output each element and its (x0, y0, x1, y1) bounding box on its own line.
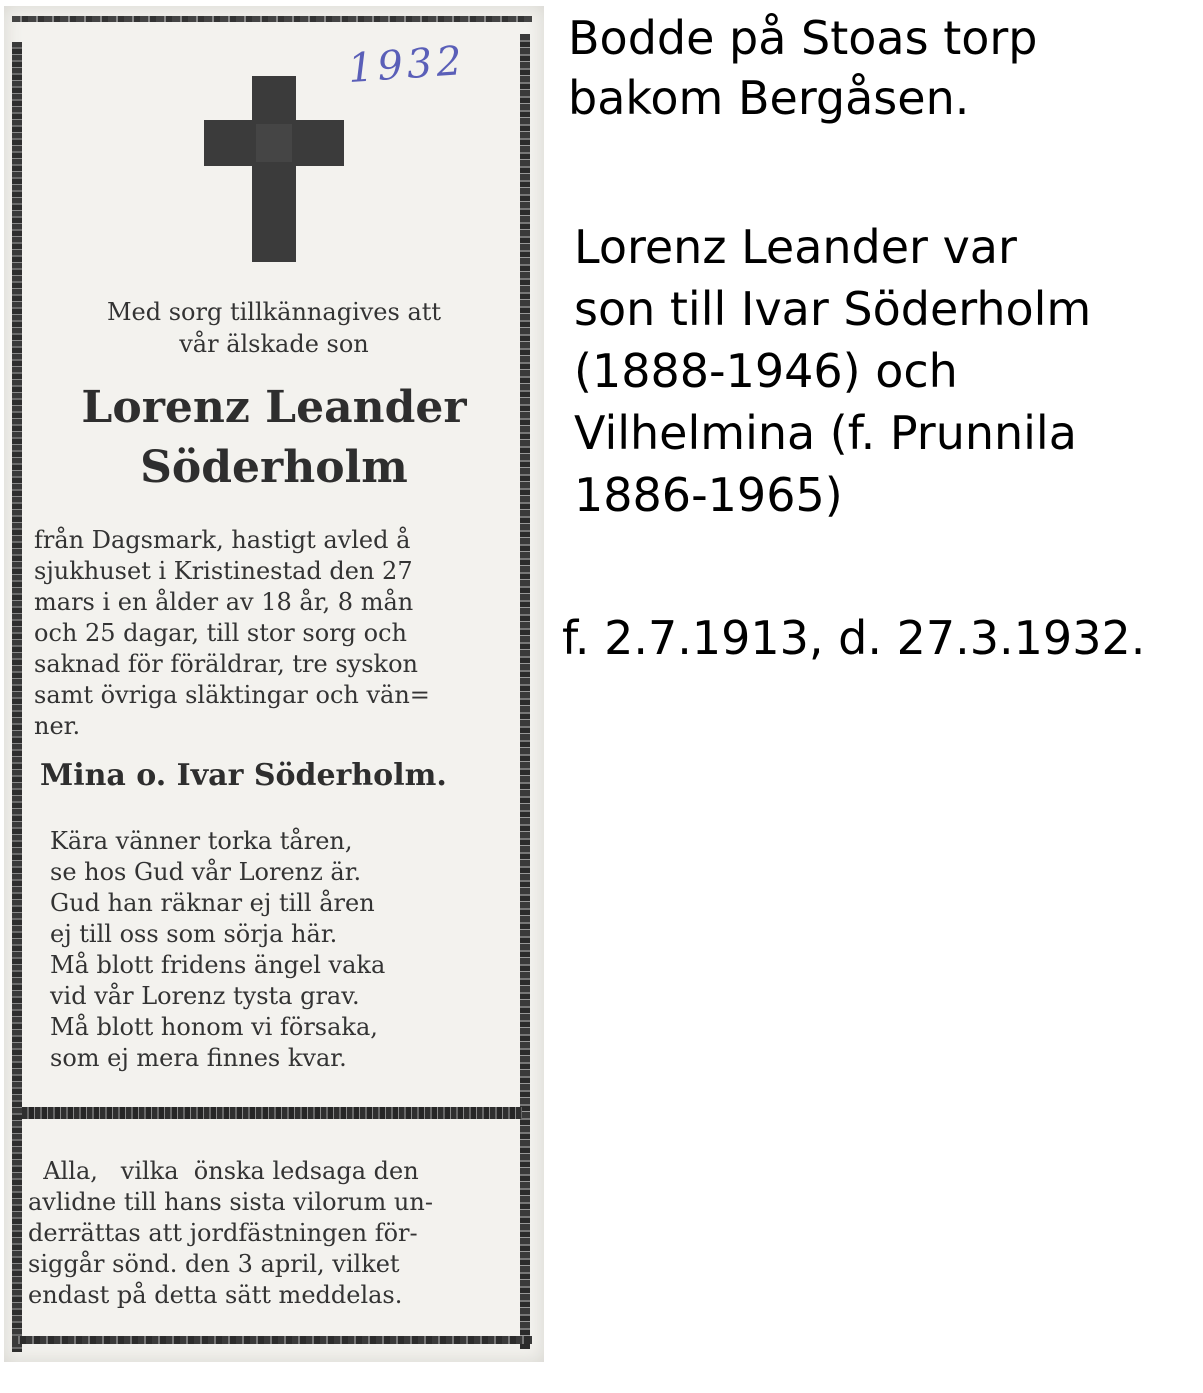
clipping-border-left (12, 42, 22, 1352)
name-line: Söderholm (140, 442, 408, 493)
body-line: sjukhuset i Kristinestad den 27 (34, 557, 413, 585)
residence-line: Bodde på Stoas torp (568, 11, 1038, 65)
death-details (34, 525, 430, 742)
newspaper-clipping (4, 6, 544, 1362)
parents-line: son till Ivar Söderholm (574, 282, 1092, 336)
notice-line: siggår sönd. den 3 april, vilket (28, 1250, 400, 1278)
parents-note (574, 216, 1091, 526)
clipping-border-top (12, 16, 532, 22)
announcement-intro (44, 296, 504, 360)
clipping-border-bottom (12, 1336, 532, 1344)
intro-line: vår älskade son (179, 330, 369, 358)
notice-line: endast på detta sätt meddelas. (28, 1281, 403, 1309)
birth-death-dates: f. 2.7.1913, d. 27.3.1932. (562, 611, 1146, 665)
body-line: från Dagsmark, hastigt avled å (34, 526, 411, 554)
name-line: Lorenz Leander (81, 382, 467, 433)
clipping-border-right (520, 34, 530, 1349)
deceased-name (44, 378, 504, 498)
clipping-divider (22, 1107, 522, 1119)
notice-line: Alla, vilka önska ledsaga den (28, 1157, 419, 1185)
notice-line: avlidne till hans sista vilorum un- (28, 1188, 433, 1216)
poem-line: Må blott honom vi försaka, (50, 1013, 378, 1041)
residence-line: bakom Bergåsen. (568, 71, 970, 125)
notice-line: derrättas att jordfästningen för- (28, 1219, 418, 1247)
parents-signature: Mina o. Ivar Söderholm. (40, 758, 447, 793)
parents-line: Lorenz Leander var (574, 220, 1017, 274)
cross-icon (204, 76, 344, 262)
body-line: samt övriga släktingar och vän= (34, 681, 430, 709)
poem-line: Kära vänner torka tåren, (50, 827, 353, 855)
body-line: och 25 dagar, till stor sorg och (34, 619, 407, 647)
handwritten-year: 1932 (346, 37, 468, 93)
parents-line: 1886-1965) (574, 468, 843, 522)
memorial-poem (50, 826, 385, 1074)
intro-line: Med sorg tillkännagives att (106, 298, 442, 326)
poem-line: Må blott fridens ängel vaka (50, 951, 386, 979)
poem-line: ej till oss som sörja här. (50, 920, 338, 948)
poem-line: Gud han räknar ej till åren (50, 889, 375, 917)
funeral-notice (28, 1156, 433, 1311)
poem-line: vid vår Lorenz tysta grav. (50, 982, 360, 1010)
poem-line: se hos Gud vår Lorenz är. (50, 858, 362, 886)
body-line: mars i en ålder av 18 år, 8 mån (34, 588, 414, 616)
parents-line: (1888-1946) och (574, 344, 958, 398)
residence-note (568, 8, 1037, 128)
body-line: saknad för föräldrar, tre syskon (34, 650, 418, 678)
parents-line: Vilhelmina (f. Prunnila (574, 406, 1077, 460)
poem-line: som ej mera finnes kvar. (50, 1044, 347, 1072)
body-line: ner. (34, 712, 81, 740)
